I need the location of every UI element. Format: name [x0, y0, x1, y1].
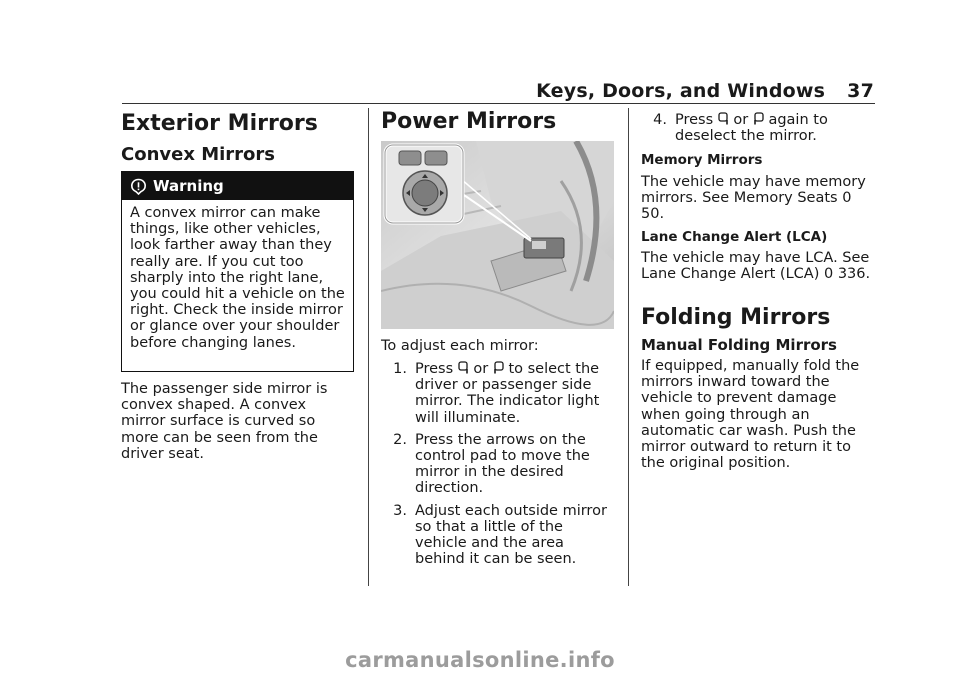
watermark: carmanualsonline.info — [345, 648, 615, 672]
warning-title: Warning — [153, 177, 224, 195]
step-1 — [381, 361, 617, 426]
memory-seats-page-ref[interactable]: 0 50. — [641, 190, 852, 223]
folding-paragraph: If equipped, manually fold the mirrors inward toward the vehicle to prevent damage when going through an automatic car wash. Push the mirror outward to return it to the original position. — [641, 358, 860, 472]
step-text: or — [733, 112, 749, 128]
warning-text: A convex mirror can make things, like other vehicles, look farther away than they really are. If you cut too sharply into the right lane, you could hit a vehicle on the right. Check the inside mirror or glance over your shoulder before changing lanes. — [130, 205, 345, 351]
step-text: Press — [675, 112, 714, 128]
warning-box — [121, 171, 354, 372]
step-text: Press the arrows on the control pad to move the mirror in the desired direction. — [415, 431, 590, 497]
heading-exterior-mirrors: Exterior Mirrors — [121, 111, 318, 136]
step-text: Press — [415, 361, 454, 377]
step-number: 1. — [393, 361, 407, 377]
step-number: 2. — [393, 431, 407, 448]
chapter-title: Keys, Doors, and Windows — [536, 80, 826, 102]
warning-header — [122, 172, 353, 200]
adjust-intro: To adjust each mirror: — [381, 338, 539, 354]
warning-icon — [130, 178, 147, 195]
step-number: 3. — [393, 502, 407, 519]
step-3 — [381, 503, 617, 568]
door-mirror-control-illustration — [381, 141, 614, 329]
lca-title: Lane Change Alert (LCA) — [641, 229, 828, 245]
step-2 — [381, 432, 617, 497]
step-text: again to deselect the mirror. — [675, 112, 828, 145]
step-text: or — [473, 361, 489, 377]
memory-mirrors-title: Memory Mirrors — [641, 152, 763, 168]
right-mirror-select-icon — [753, 112, 764, 125]
step-4 — [641, 112, 873, 144]
step-number: 4. — [653, 112, 667, 128]
lca-text: The vehicle may have LCA. See Lane Change Alert (LCA) 0 336. — [641, 250, 871, 283]
column-divider-2 — [628, 108, 629, 586]
page-number: 37 — [847, 80, 874, 102]
right-mirror-select-icon — [493, 361, 504, 374]
memory-mirrors-text: The vehicle may have memory mirrors. See Memory Seats 0 50. — [641, 174, 866, 223]
heading-convex-mirrors: Convex Mirrors — [121, 144, 276, 165]
left-mirror-select-icon — [458, 361, 469, 374]
header-rule — [122, 103, 875, 104]
heading-manual-folding-mirrors: Manual Folding Mirrors — [641, 336, 837, 354]
convex-paragraph: The passenger side mirror is convex shaped. A convex mirror surface is curved so more can be seen from the driver seat. — [121, 381, 328, 462]
column-divider-1 — [368, 108, 369, 586]
lca-page-ref[interactable]: 0 336. — [823, 266, 871, 283]
step-text: Adjust each outside mirror so that a little of the vehicle and the area behind it can be seen. — [415, 502, 607, 568]
adjust-steps-list — [381, 361, 617, 567]
heading-power-mirrors: Power Mirrors — [381, 109, 557, 134]
step-text: to select the driver or passenger side mirror. The indicator light will illuminate. — [415, 361, 600, 426]
left-mirror-select-icon — [718, 112, 729, 125]
running-header — [536, 80, 874, 102]
heading-folding-mirrors: Folding Mirrors — [641, 305, 831, 330]
